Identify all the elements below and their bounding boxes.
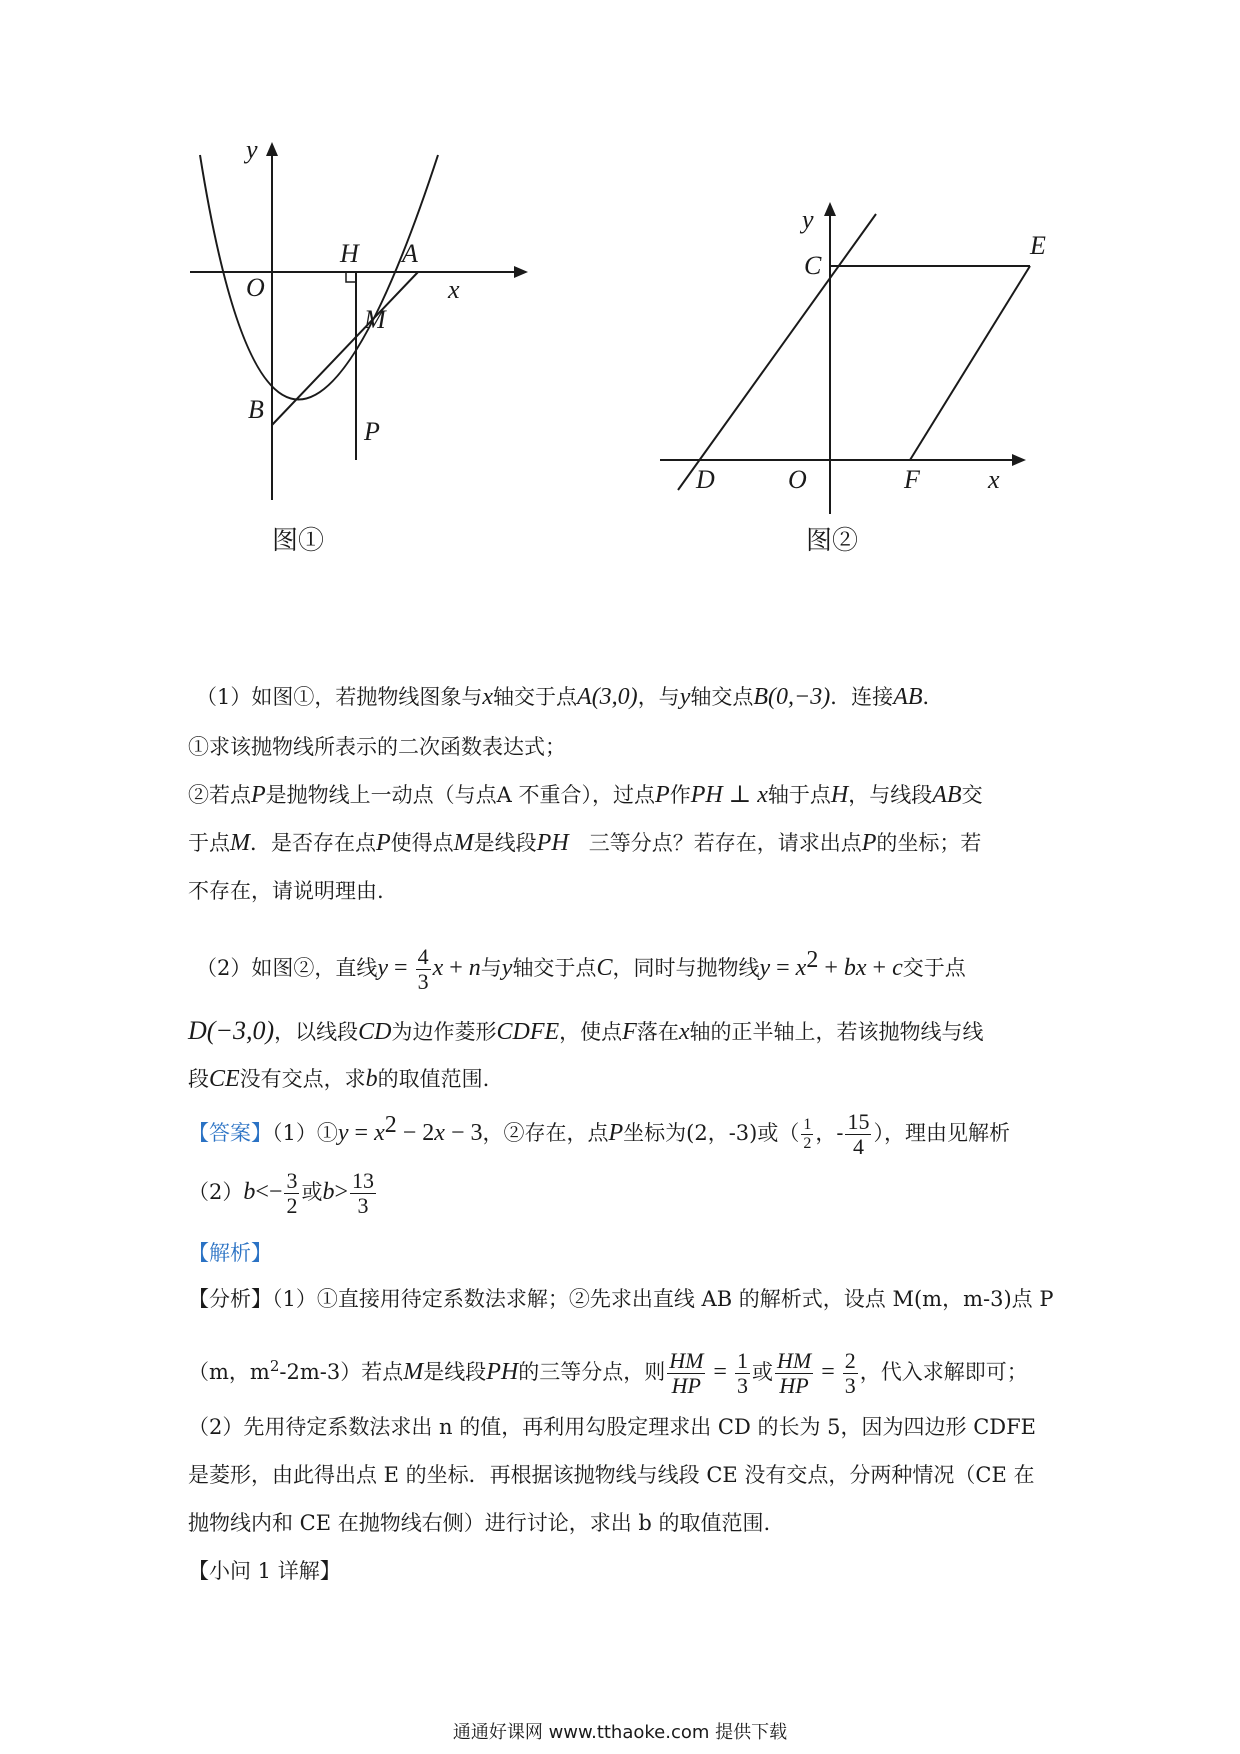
question-part2-line2: D(−3,0)，以线段CD为边作菱形CDFE，使点F落在x轴的正半轴上，若该抛物线与线 <box>188 1016 984 1045</box>
fig2-label-o: O <box>788 465 807 494</box>
point-a: A(3,0) <box>577 684 638 710</box>
y-axis-arrow <box>824 202 836 216</box>
figure-1-diagram <box>180 135 540 520</box>
right-angle-mark <box>346 272 356 282</box>
fig2-label-e: E <box>1030 231 1046 260</box>
fig1-label-y: y <box>246 135 258 164</box>
answer-line2: （2）b<− $\frac{3}{2}$ 或b> $\frac{13}{3}$ <box>188 1168 374 1218</box>
figure-2-diagram <box>650 200 1070 520</box>
analysis-line4: 是菱形，由此得出点 E 的坐标．再根据该抛物线与线段 CE 没有交点，分两种情况（CE 在 <box>188 1463 1035 1487</box>
question-part2-line3: 段CE没有交点，求b的取值范围. <box>188 1066 490 1092</box>
figure-1-caption: 图① <box>272 526 325 556</box>
point-b: B(0,−3) <box>753 684 831 710</box>
parabola-curve <box>200 155 438 400</box>
page-footer: 通通好课网 www.tthaoke.com 提供下载 <box>452 1722 788 1743</box>
figure-2-caption: 图② <box>806 526 859 556</box>
fig1-label-m: M <box>364 305 386 334</box>
segment-ef <box>910 266 1030 460</box>
fig1-label-a: A <box>402 239 418 268</box>
fig1-label-x: x <box>448 275 460 304</box>
point-d: D(−3,0) <box>188 1016 275 1045</box>
analysis-tag: 【解析】 <box>188 1241 272 1265</box>
fig2-label-y: y <box>802 205 814 234</box>
question-sub1: ①求该抛物线所表示的二次函数表达式； <box>188 735 566 759</box>
question-sub2-line2: 于点M．是否存在点P使得点M是线段PH 三等分点？若存在，请求出点P的坐标；若 <box>188 830 982 856</box>
fig2-label-c: C <box>804 251 822 280</box>
figure-2 <box>650 200 1070 520</box>
fig2-label-x: x <box>988 465 1000 494</box>
fig1-label-p: P <box>364 417 380 446</box>
fig2-label-d: D <box>696 465 715 494</box>
fig2-label-f: F <box>904 465 920 494</box>
fig1-label-o: O <box>246 273 265 302</box>
fig1-label-h: H <box>340 239 359 268</box>
answer-tag: 【答案】 <box>188 1121 272 1145</box>
analysis-line6: 【小问 1 详解】 <box>188 1559 341 1583</box>
figure-1 <box>180 135 540 520</box>
line-dc <box>678 214 876 490</box>
answer-line1: 【答案】（1）①y = $x^2 - 2x - 3$，②存在，点P坐标为(2，-3)或（ $\frac{1}{2}$ ，- $\frac{15}{4}$ ），理由见解析 <box>188 1109 1010 1159</box>
question-part2-line1: （2）如图②，直线y = $\frac{4}{3}$ x + n与y轴交于点C，同时与抛物线$y = x^2$ + bx + c交于点 <box>196 944 966 994</box>
analysis-line1: 【分析】（1）①直接用待定系数法求解；②先求出直线 AB 的解析式，设点 M(m，m-3)点 P <box>188 1287 1054 1311</box>
question-sub2-line1: ②若点P是抛物线上一动点（与点A 不重合），过点P作PH ⊥ x轴于点H，与线段AB交 <box>188 782 983 808</box>
analysis-line5: 抛物线内和 CE 在抛物线右侧）进行讨论，求出 b 的取值范围. <box>188 1511 771 1535</box>
x-axis-arrow <box>1012 454 1026 466</box>
fig1-label-b: B <box>248 395 264 424</box>
analysis-line2: （m，$m^2-2m-3$）若点M是线段PH的三等分点，则 $\frac{HM}{HP}$ = $\frac{1}{3}$ 或 $\frac{HM}{HP}$ = $\frac{2}{3}$ ，代入求解即可； <box>188 1348 1028 1398</box>
x-axis-arrow <box>514 266 528 278</box>
y-axis-arrow <box>266 142 278 156</box>
analysis-line3: （2）先用待定系数法求出 n 的值，再利用勾股定理求出 CD 的长为 5，因为四边形 CDFE <box>188 1415 1037 1439</box>
question-part1-line: （1）如图①，若抛物线图象与x轴交于点A(3,0)，与y轴交点B(0,−3)．连接AB． <box>196 684 944 710</box>
question-sub2-line3: 不存在，请说明理由. <box>188 879 384 903</box>
segment-ab <box>272 272 418 425</box>
